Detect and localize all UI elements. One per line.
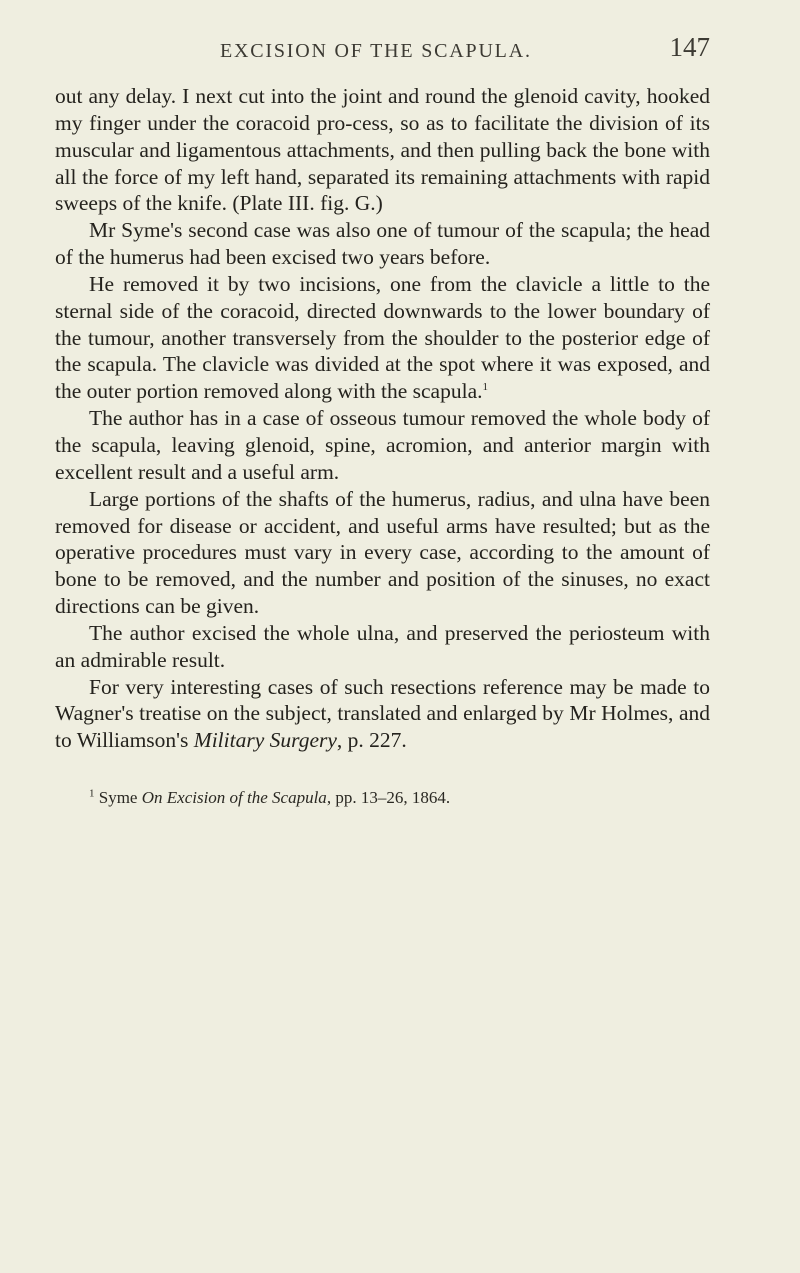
footnote-reference[interactable]: 1 bbox=[482, 381, 488, 394]
paragraph-text: The author excised the whole ulna, and preserved the periosteum with an admirable result. bbox=[55, 620, 710, 672]
footnote bbox=[55, 787, 710, 809]
body-text bbox=[55, 83, 710, 754]
paragraph-text: The author has in a case of osseous tumour removed the whole body of the scapula, leaving glenoid, spine, acromion, and anterior margin with excellent result and a useful arm. bbox=[55, 406, 710, 484]
paragraph bbox=[55, 271, 710, 405]
paragraph-text: For very interesting cases of such resections reference may be made to Wagner's treatise on the subject, translated and enlarged by Mr Holmes, and to Williamson's bbox=[55, 674, 710, 753]
running-head bbox=[55, 32, 710, 70]
paragraph-continued bbox=[55, 83, 710, 217]
page-number: 147 bbox=[669, 32, 710, 62]
paragraph-text: , p. 227. bbox=[336, 728, 407, 753]
paragraph-text: Mr Syme's second case was also one of tumour of the scapula; the head of the humerus had been excised two years before. bbox=[55, 218, 710, 270]
cited-title: Military Surgery bbox=[193, 728, 337, 753]
paragraph bbox=[55, 217, 710, 271]
paragraph-text: He removed it by two incisions, one from the clavicle a little to the sternal side of the coracoid, directed downwards to the lower boundary of the tumour, another transversely from the shoulder to the posterior edge of the scapula. The clavicle was divided at the spot where it was exposed, and the outer portion removed along with the scapula. bbox=[55, 271, 710, 404]
running-title: EXCISION OF THE SCAPULA. bbox=[220, 40, 532, 62]
paragraph bbox=[55, 405, 710, 486]
paragraph bbox=[55, 486, 710, 620]
paragraph-text: out any delay. I next cut into the joint and round the glenoid cavity, hooked my finger under the coracoid pro-cess, so as to facilitate the division of its muscular and ligamentous attachments, and then pulling back the bone with all the force of my left hand, separated its remaining attachments with rapid sweeps of the knife. (Plate III. fig. G.) bbox=[55, 84, 710, 216]
footnote-author: Syme bbox=[98, 788, 138, 807]
paragraph-text: Large portions of the shafts of the humerus, radius, and ulna have been removed for disease or accident, and useful arms have resulted; but as the operative procedures must vary in every case, according to the amount of bone to be removed, and the number and position of the sinuses, no exact directions can be given. bbox=[55, 486, 710, 619]
paragraph bbox=[55, 674, 710, 755]
footnote-mark: 1 bbox=[89, 787, 95, 800]
footnote-details: , pp. 13–26, 1864. bbox=[326, 788, 451, 807]
paragraph bbox=[55, 620, 710, 674]
footnote-title: On Excision of the Scapula bbox=[141, 788, 327, 807]
